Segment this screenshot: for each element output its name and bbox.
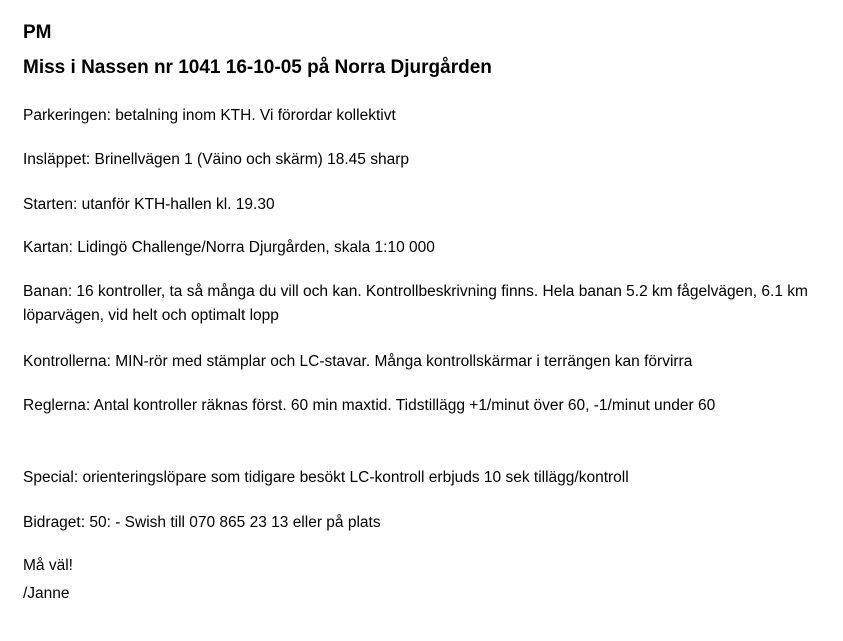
paragraph-rules: Reglerna: Antal kontroller räknas först. 60 min maxtid. Tidstillägg +1/minut över 60, -1/minut under 60 — [23, 397, 716, 414]
signature: /Janne — [23, 585, 70, 602]
paragraph-controls: Kontrollerna: MIN-rör med stämplar och LC-stavar. Många kontrollskärmar i terrängen kan förvirra — [23, 353, 693, 370]
document-heading: PM — [23, 22, 52, 43]
paragraph-entry: Insläppet: Brinellvägen 1 (Väino och skärm) 18.45 sharp — [23, 151, 409, 168]
closing-text: Må väl! — [23, 557, 73, 574]
paragraph-special: Special: orienteringslöpare som tidigare besökt LC-kontroll erbjuds 10 sek tillägg/kontroll — [23, 469, 629, 486]
paragraph-fee: Bidraget: 50: - Swish till 070 865 23 13 eller på plats — [23, 514, 381, 531]
document-title: Miss i Nassen nr 1041 16-10-05 på Norra Djurgården — [23, 57, 492, 78]
paragraph-parking: Parkeringen: betalning inom KTH. Vi förordar kollektivt — [23, 107, 396, 124]
paragraph-start: Starten: utanför KTH-hallen kl. 19.30 — [23, 196, 275, 213]
paragraph-course: Banan: 16 kontroller, ta så många du vill och kan. Kontrollbeskrivning finns. Hela banan 5.2 km fågelvägen, 6.1 km löparvägen, vid helt och optimalt lopp — [23, 283, 808, 324]
paragraph-map: Kartan: Lidingö Challenge/Norra Djurgården, skala 1:10 000 — [23, 239, 435, 256]
